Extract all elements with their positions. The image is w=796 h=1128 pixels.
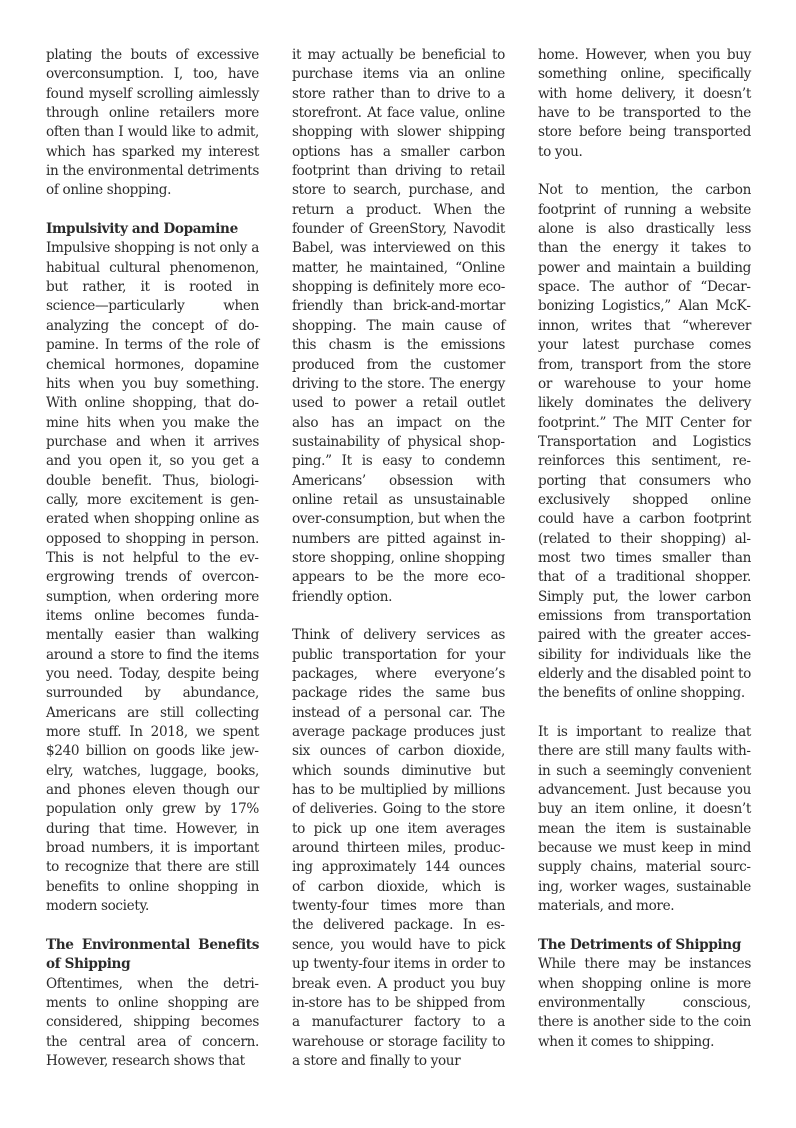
paragraph-home-delivery: home. However, when you buy something online, specifically with home delivery, it doesn’t have to be transported to the store before being transported to you.: [538, 47, 751, 160]
article-page: [46, 46, 752, 1091]
paragraph-delivery-services: Think of delivery services as public transportation for your packages, where everyone’s package rides the same bus instead of a personal car. The average package produces just six ounces of carbon dioxide, which sounds diminutive but has to be multiplied by millions of deliveries. Going to the store to pick up one item averages around thirteen miles, producing approximately 144 ounces of carbon dioxide, which is twenty-four times more than the delivered package. In essence, you would have to pick up twenty-four items in order to break even. A product you buy in-store has to be shipped from a manufacturer factory to a warehouse or storage facility to a store and finally to your: [292, 627, 505, 1069]
heading-environmental-benefits-of-shipping: The Environmental Benefits of Shipping: [46, 936, 259, 973]
paragraph-website-footprint: Not to mention, the carbon footprint of running a website alone is also drastically less than the energy it takes to power and maintain a building space. The author of “Decarbonizing Logistics,” Alan McKinnon, writes that “wherever your latest purchase comes from, transport from the store or warehouse to your home likely dominates the delivery footprint.” The MIT Center for Transportation and Logistics reinforces this sentiment, reporting that consumers who exclusively shopped online could have a carbon footprint (related to their shopping) almost two times smaller than that of a traditional shopper. Simply put, the lower carbon emissions from transportation paired with the greater accessibility for individuals like the elderly and the disabled point to the benefits of online shopping.: [538, 182, 751, 702]
heading-detriments-of-shipping: The Detriments of Shipping: [538, 936, 741, 953]
paragraph-intro-continued: plating the bouts of excessive overconsumption. I, too, have found myself scrolling aimlessly through online retailers more often than I would like to admit, which has sparked my interest in the environmental detriments of online shopping.: [46, 47, 259, 199]
column-2: [292, 46, 505, 1091]
column-1: [46, 46, 259, 1091]
paragraph-other-side: While there may be instances when shopping online is more environmentally conscious, there is another side to the coin when it comes to shipping.: [538, 956, 751, 1050]
paragraph-impulsive-shopping: Impulsive shopping is not only a habitual cultural phenomenon, but rather, it is rooted in science—particularly when analyzing the concept of dopamine. In terms of the role of chemical hormones, dopamine hits when you buy something. With online shopping, that domine hits when you make the purchase and when it arrives and you open it, so you get a double benefit. Thus, biologically, more excitement is generated when shopping online as opposed to shopping in person. This is not helpful to the evergrowing trends of overconsumption, when ordering more items online becomes fundamentally easier than walking around a store to find the items you need. Today, despite being surrounded by abundance, Americans are still collecting more stuff. In 2018, we spent $240 billion on goods like jewelry, watches, luggage, books, and phones eleven though our population only grew by 17% during that time. However, in broad numbers, it is important to recognize that there are still benefits to online shopping in modern society.: [46, 240, 259, 915]
column-3: [538, 46, 751, 1091]
paragraph-oftentimes: Oftentimes, when the detriments to online shopping are considered, shipping becomes the central area of concern. However, research shows that: [46, 975, 259, 1069]
paragraph-beneficial-online-store: it may actually be beneficial to purchase items via an online store rather than to drive to a storefront. At face value, online shopping with slower shipping options has a smaller carbon footprint than driving to retail store to search, purchase, and return a product. When the founder of GreenStory, Navodit Babel, was interviewed on this matter, he maintained, “Online shopping is definitely more eco-friendly than brick-and-mortar shopping. The main cause of this chasm is the emissions produced from the customer driving to the store. The energy used to power a retail outlet also has an impact on the sustainability of physical shopping.” It is easy to condemn Americans’ obsession with online retail as unsustainable over-consumption, but when the numbers are pitted against in-store shopping, online shopping appears to be the more eco-friendly option.: [292, 47, 505, 605]
heading-impulsivity-and-dopamine: Impulsivity and Dopamine: [46, 221, 238, 238]
paragraph-faults: It is important to realize that there are still many faults within such a seemingly convenient advancement. Just because you buy an item online, it doesn’t mean the item is sustainable because we must keep in mind supply chains, material sourcing, worker wages, sustainable materials, and more.: [538, 724, 751, 915]
